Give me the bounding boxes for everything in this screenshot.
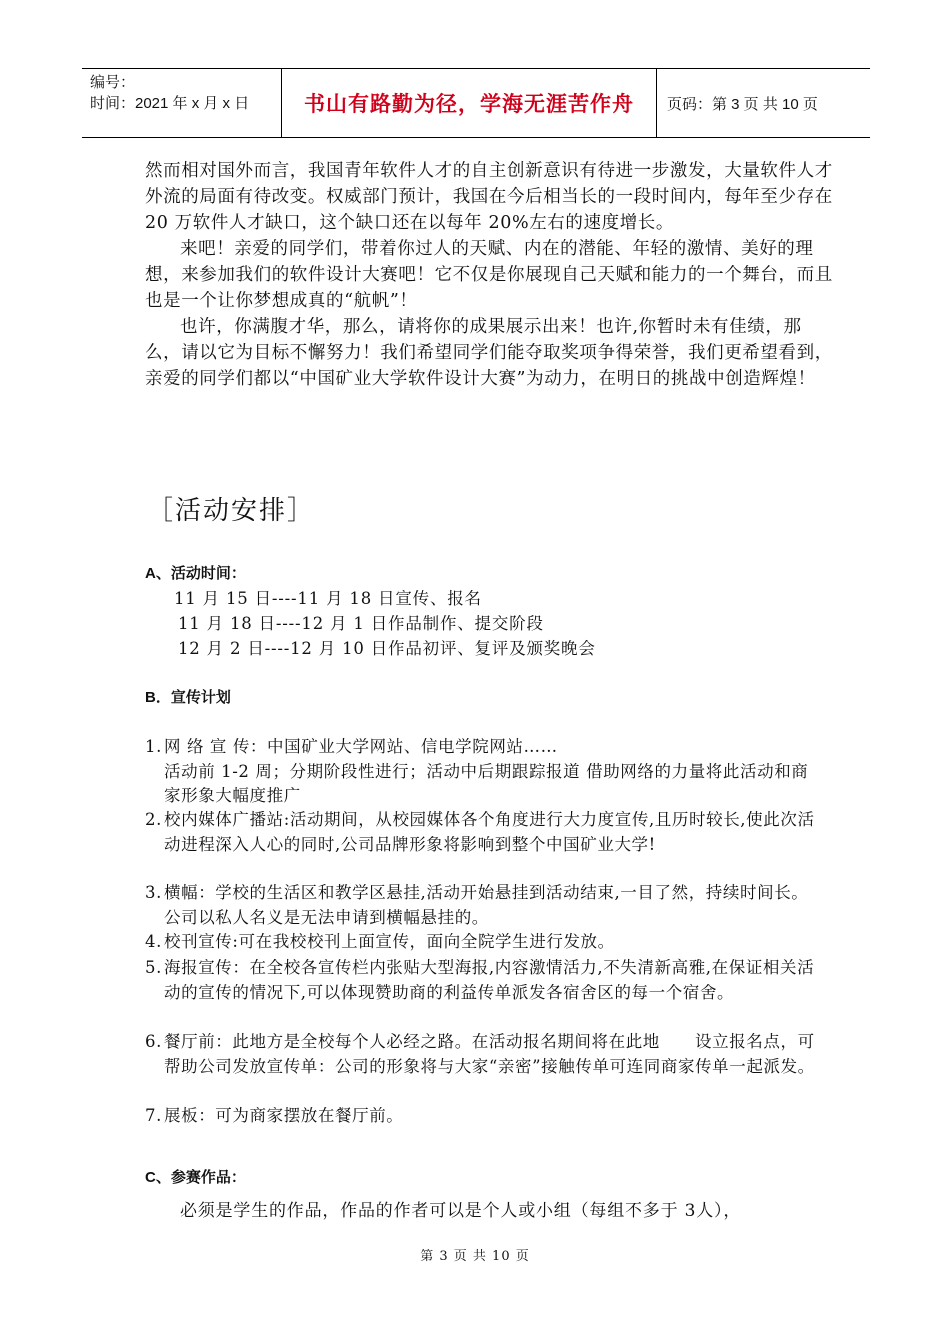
publicity-item-5 xyxy=(145,956,825,1005)
publicity-item-2-text: 校内媒体广播站:活动期间，从校园媒体各个角度进行大力度宣传,且历时较长,使此次活动进程深入人心的同时,公司品牌形象将影响到整个中国矿业大学! xyxy=(164,810,815,854)
publicity-item-3 xyxy=(145,881,825,930)
publicity-item-3-number: 3. xyxy=(145,883,162,902)
schedule-heading: A、活动时间： xyxy=(145,565,246,582)
document-code-label: 编号： xyxy=(90,74,136,91)
publicity-item-6 xyxy=(145,1030,825,1079)
intro-paragraph-2: 来吧！亲爱的同学们，带着你过人的天赋、内在的潜能、年轻的激情、美好的理想，来参加我们的软件设计大赛吧！它不仅是你展现自己天赋和能力的一个舞台，而且也是一个让你梦想成真的“航帆”！ xyxy=(145,239,833,311)
publicity-item-6-text: 餐厅前：此地方是全校每个人必经之路。在活动报名期间将在此地 设立报名点，可帮助公司发放宣传单：公司的形象将与大家“亲密”接触传单可连同商家传单一起派发。 xyxy=(164,1032,815,1076)
publicity-item-7-text: 展板：可为商家摆放在餐厅前。 xyxy=(164,1106,404,1125)
page-header xyxy=(82,68,870,138)
publicity-item-5-text: 海报宣传：在全校各宣传栏内张贴大型海报,内容激情活力,不失清新高雅,在保证相关活动的宣传的情况下,可以体现赞助商的利益传单派发各宿舍区的每一个宿舍。 xyxy=(164,958,815,1002)
intro-paragraph-1: 然而相对国外而言，我国青年软件人才的自主创新意识有待进一步激发，大量软件人才外流的局面有待改变。权威部门预计，我国在今后相当长的一段时间内，每年至少存在 20 万软件人才缺口，这个缺口还在以每年 20%左右的速度增长。 xyxy=(145,161,833,233)
page-footer: 第 3 页 共 10 页 xyxy=(420,1249,530,1264)
works-heading: C、参赛作品： xyxy=(145,1169,246,1186)
publicity-item-3-text: 横幅：学校的生活区和教学区悬挂,活动开始悬挂到活动结束,一目了然，持续时间长。公司以私人名义是无法申请到横幅悬挂的。 xyxy=(164,883,809,927)
publicity-item-7-number: 7. xyxy=(145,1106,162,1125)
header-page-info: 页码：第 3 页 共 10 页 xyxy=(667,95,818,113)
publicity-item-1-detail: 活动前 1-2 周；分期阶段性进行；活动中后期跟踪报道 借助网络的力量将此活动和商家形象大幅度推广 xyxy=(164,761,809,805)
publicity-item-1-number: 1. xyxy=(145,737,162,756)
publicity-item-1 xyxy=(145,735,825,809)
publicity-item-1-text: 网 络 宣 传：中国矿业大学网站、信电学院网站…… xyxy=(164,737,558,756)
publicity-item-2 xyxy=(145,808,825,857)
publicity-heading: B．宣传计划 xyxy=(145,689,231,706)
publicity-item-6-number: 6. xyxy=(145,1032,162,1051)
publicity-item-7 xyxy=(145,1104,825,1129)
publicity-item-4 xyxy=(145,930,825,955)
schedule-line-1: 11 月 15 日----11 月 18 日宣传、报名 xyxy=(174,589,482,608)
header-motto: 书山有路勤为径，学海无涯苦作舟 xyxy=(282,69,657,137)
schedule-line-2: 11 月 18 日----12 月 1 日作品制作、提交阶段 xyxy=(178,614,544,633)
document-date: 时间：2021 年 x 月 x 日 xyxy=(90,95,250,112)
publicity-item-4-text: 校刊宣传:可在我校校刊上面宣传，面向全院学生进行发放。 xyxy=(164,932,615,951)
publicity-item-4-number: 4. xyxy=(145,932,162,951)
publicity-item-2-number: 2. xyxy=(145,810,162,829)
works-text: 必须是学生的作品，作品的作者可以是个人或小组（每组不多于 3人）， xyxy=(180,1201,742,1221)
section-title-activity-arrangement: ［活动安排］ xyxy=(147,496,316,526)
intro-text xyxy=(145,158,835,392)
publicity-item-5-number: 5. xyxy=(145,958,162,977)
header-meta xyxy=(82,69,282,137)
intro-paragraph-3: 也许，你满腹才华，那么，请将你的成果展示出来！也许,你暂时未有佳绩，那么，请以它为目标不懈努力！我们希望同学们能夺取奖项争得荣誉，我们更希望看到，亲爱的同学们都以“中国矿业大学软件设计大赛”为动力，在明日的挑战中创造辉煌！ xyxy=(145,317,833,389)
schedule-line-3: 12 月 2 日----12 月 10 日作品初评、复评及颁奖晚会 xyxy=(178,639,596,658)
